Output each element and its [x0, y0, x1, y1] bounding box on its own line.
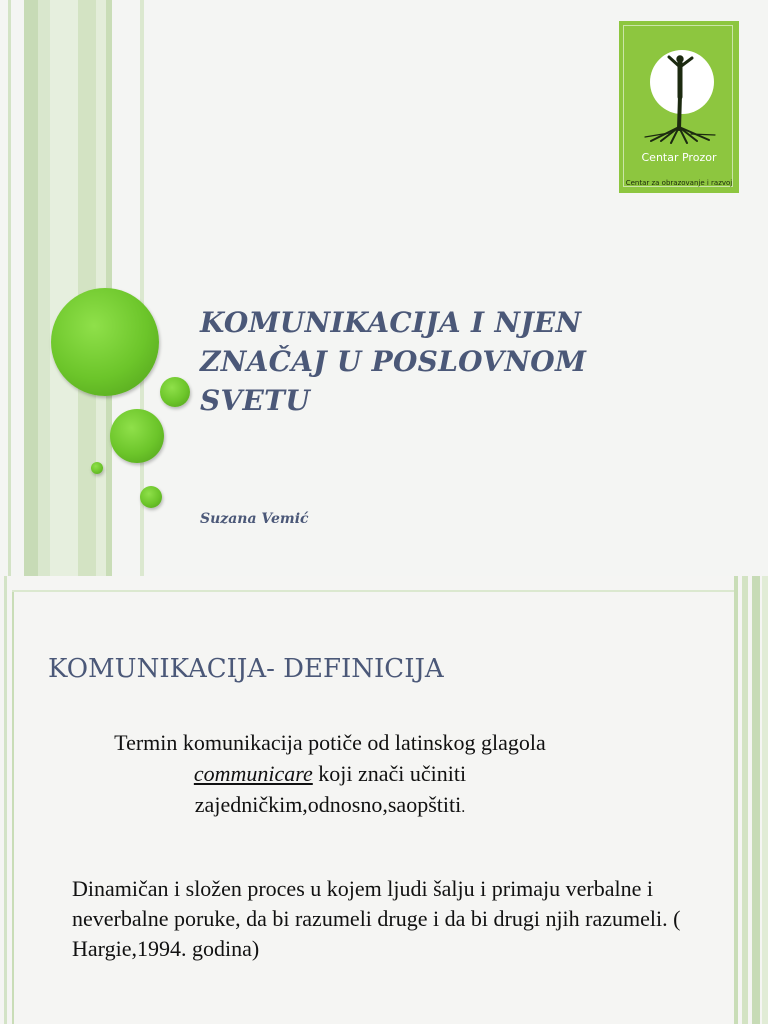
decorative-stripe: [38, 0, 50, 576]
paragraph-period: .: [461, 799, 466, 816]
decorative-stripe: [8, 0, 11, 576]
decorative-stripe: [762, 576, 768, 1024]
paragraph-text: Termin komunikacija potiče od latinskog glagola: [114, 730, 546, 755]
green-circle-tiny: [91, 462, 103, 474]
slide-title: [200, 303, 660, 420]
definition-title: KOMUNIKACIJA- DEFINICIJA: [48, 654, 444, 684]
decorative-stripe: [24, 0, 38, 576]
green-circle-large: [51, 288, 159, 396]
decorative-stripe: [752, 576, 760, 1024]
title-line: ZNAČAJ U POSLOVNOM: [200, 345, 587, 378]
decorative-stripe: [50, 0, 78, 576]
logo-subtitle: Centar za obrazovanje i razvoj: [625, 179, 733, 187]
author-name: Suzana Vemić: [200, 511, 309, 527]
green-circle-small: [160, 377, 190, 407]
paragraph-text: koji znači učiniti zajedničkim,odnosno,saopštiti: [194, 761, 467, 817]
title-line: KOMUNIKACIJA I NJEN: [200, 306, 582, 339]
person-tree-sun-icon: [639, 49, 719, 144]
decorative-stripe: [734, 576, 738, 1024]
decorative-stripe: [78, 0, 96, 576]
decorative-stripe: [742, 576, 748, 1024]
centar-prozor-logo: [619, 21, 739, 193]
green-circle-small: [140, 486, 162, 508]
definition-paragraph: [80, 727, 580, 823]
logo-name: Centar Prozor: [641, 151, 717, 164]
latin-term: communicare: [193, 761, 313, 786]
decorative-stripe: [12, 590, 734, 592]
process-paragraph: Dinamičan i složen proces u kojem ljudi šalju i primaju verbalne i neverbalne poruke, da bi razumeli druge i da bi drugi njih razumeli. ( Hargie,1994. godina): [72, 876, 681, 961]
green-circle-medium: [110, 409, 164, 463]
decorative-stripe: [4, 576, 7, 1024]
title-line: SVETU: [200, 384, 311, 417]
decorative-stripe: [12, 590, 14, 1024]
